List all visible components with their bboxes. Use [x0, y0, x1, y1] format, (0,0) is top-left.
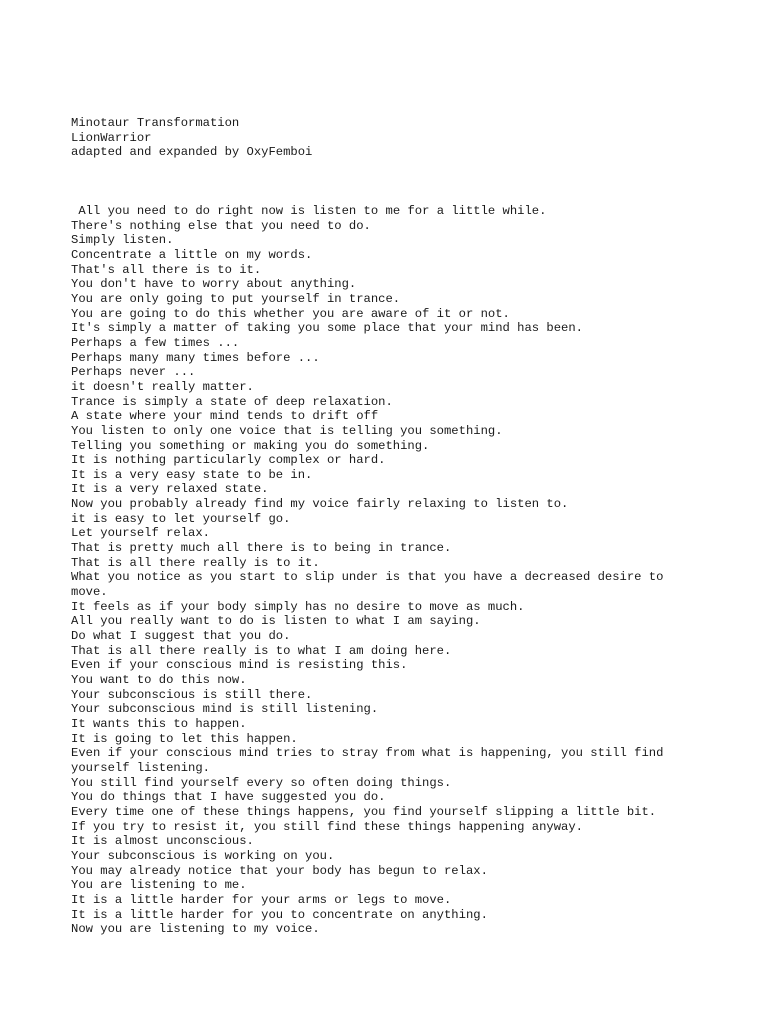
text-line: It feels as if your body simply has no desire to move as much.: [71, 599, 525, 614]
document-header: [71, 116, 711, 160]
text-line: Simply listen.: [71, 233, 174, 248]
text-line: Perhaps many many times before ...: [71, 350, 320, 365]
text-line: Now you are listening to my voice.: [71, 922, 320, 937]
text-line: All you really want to do is listen to what I am saying.: [71, 614, 481, 629]
text-line: That is all there really is to it.: [71, 555, 320, 570]
text-line: It is a very easy state to be in.: [71, 467, 313, 482]
text-line: It's simply a matter of taking you some place that your mind has been.: [71, 321, 583, 336]
text-line: That is all there really is to what I am doing here.: [71, 643, 452, 658]
text-line: It is a little harder for you to concentrate on anything.: [71, 907, 488, 922]
text-line: Let yourself relax.: [71, 526, 210, 541]
text-line: All you need to do right now is listen to me for a little while.: [71, 204, 547, 218]
text-line: Your subconscious is working on you.: [71, 848, 335, 863]
text-line: That's all there is to it.: [71, 262, 262, 277]
text-line: Your subconscious mind is still listening.: [71, 702, 379, 717]
text-line: Every time one of these things happens, you find yourself slipping a little bit.: [71, 804, 657, 819]
text-line: it is easy to let yourself go.: [71, 511, 291, 526]
text-line: It is almost unconscious.: [71, 834, 254, 849]
text-line: A state where your mind tends to drift off: [71, 409, 379, 424]
text-line: You may already notice that your body has begun to relax.: [71, 863, 488, 878]
text-line: You still find yourself every so often doing things.: [71, 775, 452, 790]
text-line: Concentrate a little on my words.: [71, 247, 313, 262]
text-line: If you try to resist it, you still find these things happening anyway.: [71, 819, 583, 834]
header-line: LionWarrior: [71, 130, 152, 145]
text-line: Even if your conscious mind tries to stray from what is happening, you still find yourself listening.: [71, 746, 671, 775]
header-line: Minotaur Transformation: [71, 116, 240, 130]
text-line: It wants this to happen.: [71, 716, 247, 731]
text-line: It is a very relaxed state.: [71, 482, 269, 497]
text-line: Do what I suggest that you do.: [71, 629, 291, 644]
text-line: There's nothing else that you need to do.: [71, 218, 371, 233]
document-body: [71, 204, 691, 937]
text-line: You listen to only one voice that is telling you something.: [71, 423, 503, 438]
text-line: Your subconscious is still there.: [71, 687, 313, 702]
text-line: It is going to let this happen.: [71, 731, 298, 746]
text-line: What you notice as you start to slip under is that you have a decreased desire to move.: [71, 570, 671, 600]
text-line: Now you probably already find my voice fairly relaxing to listen to.: [71, 497, 569, 512]
text-line: Perhaps never ...: [71, 365, 196, 380]
text-line: Even if your conscious mind is resisting this.: [71, 658, 408, 673]
text-line: You are listening to me.: [71, 878, 247, 893]
text-line: You want to do this now.: [71, 673, 247, 687]
text-line: You do things that I have suggested you do.: [71, 790, 386, 805]
text-line: You are only going to put yourself in trance.: [71, 291, 401, 306]
header-line: adapted and expanded by OxyFemboi: [71, 145, 313, 160]
text-line: Perhaps a few times ...: [71, 335, 240, 350]
text-line: It is nothing particularly complex or hard.: [71, 453, 386, 468]
text-line: It is a little harder for your arms or legs to move.: [71, 892, 452, 907]
text-line: it doesn't really matter.: [71, 379, 254, 394]
text-line: Trance is simply a state of deep relaxation.: [71, 394, 393, 409]
text-line: Telling you something or making you do something.: [71, 438, 430, 453]
text-line: You are going to do this whether you are aware of it or not.: [71, 306, 510, 321]
text-line: You don't have to worry about anything.: [71, 277, 357, 292]
text-line: That is pretty much all there is to being in trance.: [71, 541, 452, 556]
